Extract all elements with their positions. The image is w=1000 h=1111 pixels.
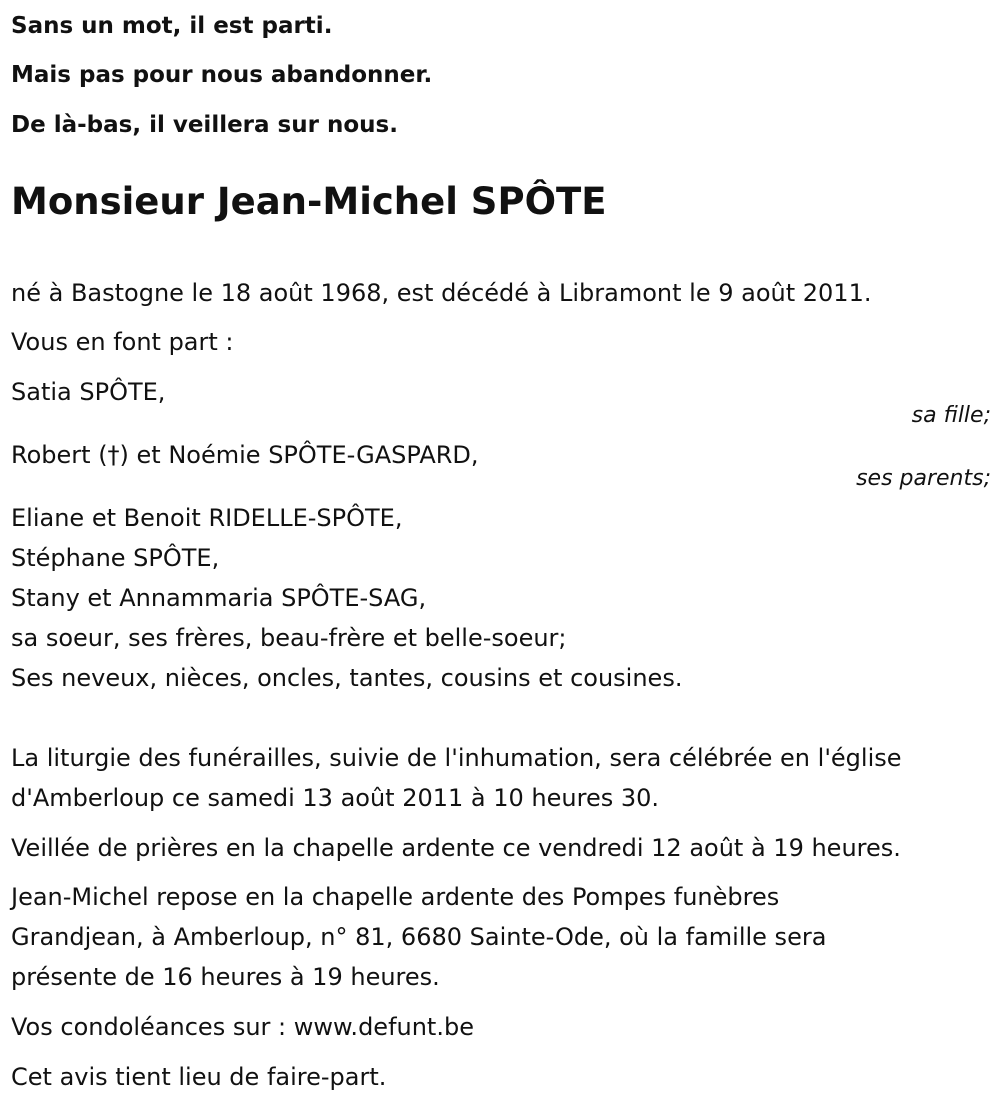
deceased-name-title: Monsieur Jean-Michel SPÔTE	[11, 180, 607, 223]
funeral-line-1: La liturgie des funérailles, suivie de l'inhumation, sera célébrée en l'église	[11, 744, 902, 772]
rest-line-1: Jean-Michel repose en la chapelle ardente des Pompes funèbres	[11, 883, 780, 911]
rest-line-3: présente de 16 heures à 19 heures.	[11, 963, 440, 991]
daughter-name: Satia SPÔTE,	[11, 378, 166, 406]
birth-death-line: né à Bastogne le 18 août 1968, est décédé à Libramont le 9 août 2011.	[11, 279, 872, 307]
notice-line: Cet avis tient lieu de faire-part.	[11, 1063, 387, 1091]
extended-family-line: Ses neveux, nièces, oncles, tantes, cousins et cousines.	[11, 664, 683, 692]
parents-name: Robert (†) et Noémie SPÔTE-GASPARD,	[11, 441, 479, 469]
funeral-line-2: d'Amberloup ce samedi 13 août 2011 à 10 heures 30.	[11, 784, 660, 812]
sibling-line: Stéphane SPÔTE,	[11, 544, 220, 572]
announcement-line: Vous en font part :	[11, 328, 234, 356]
daughter-relation: sa fille;	[911, 403, 991, 428]
sibling-line: Stany et Annammaria SPÔTE-SAG,	[11, 584, 427, 612]
sibling-relation: sa soeur, ses frères, beau-frère et belle-soeur;	[11, 624, 567, 652]
parents-relation: ses parents;	[856, 466, 991, 491]
condolences-line: Vos condoléances sur : www.defunt.be	[11, 1013, 474, 1041]
vigil-line: Veillée de prières en la chapelle ardente ce vendredi 12 août à 19 heures.	[11, 834, 901, 862]
sibling-line: Eliane et Benoit RIDELLE-SPÔTE,	[11, 504, 403, 532]
rest-line-2: Grandjean, à Amberloup, n° 81, 6680 Sainte-Ode, où la famille sera	[11, 923, 827, 951]
verse-line-2: Mais pas pour nous abandonner.	[11, 62, 433, 88]
verse-line-1: Sans un mot, il est parti.	[11, 13, 333, 39]
verse-line-3: De là-bas, il veillera sur nous.	[11, 112, 398, 138]
